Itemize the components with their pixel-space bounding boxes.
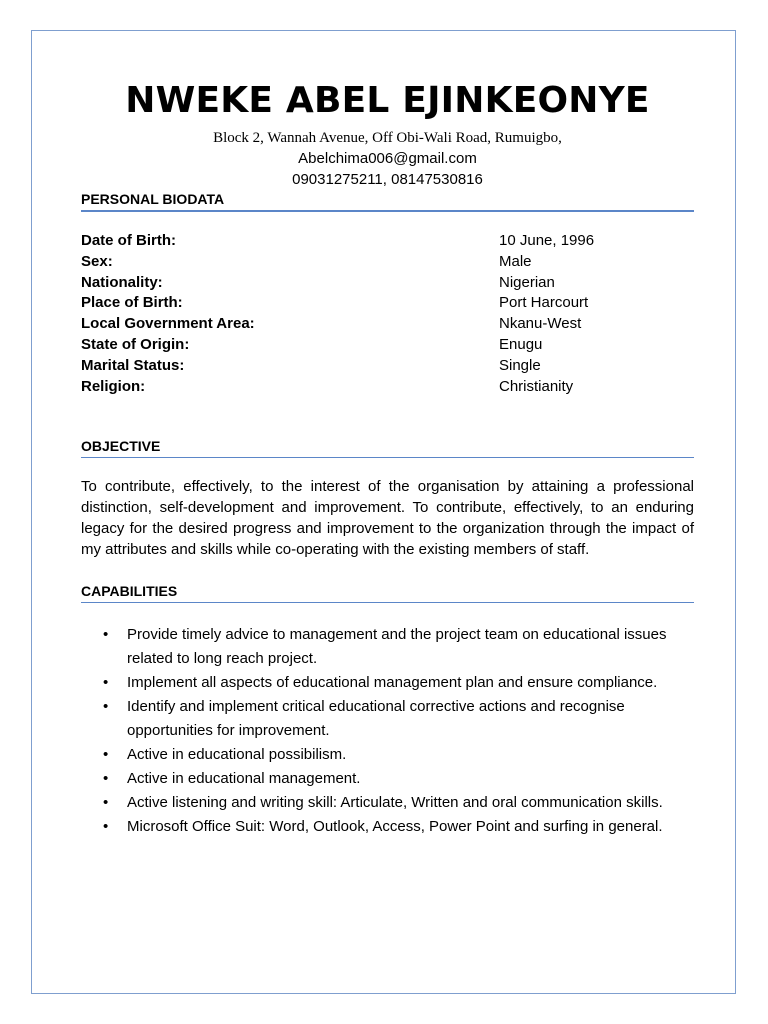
objective-heading: OBJECTIVE [81,437,694,458]
list-item-text: Provide timely advice to management and the project team on educational issues related to long reach project. [127,625,667,667]
bio-value: Nigerian [499,273,555,291]
bio-row [81,377,694,398]
biodata-heading: PERSONAL BIODATA [81,190,694,212]
bio-label: Marital Status: [81,356,185,374]
list-item-text: Microsoft Office Suit: Word, Outlook, Access, Power Point and surfing in general. [127,817,663,835]
address-line: Block 2, Wannah Avenue, Off Obi-Wali Road, Rumuigbo, [213,130,562,146]
resume-document [81,78,694,839]
bio-row [81,273,694,294]
bio-label: Sex: [81,252,113,270]
list-item [81,695,694,743]
list-item-text: Active in educational possibilism. [127,745,347,763]
bio-label: State of Origin: [81,335,190,353]
list-item-text: Implement all aspects of educational management plan and ensure compliance. [127,673,658,691]
candidate-name: NWEKE ABEL EJINKEONYE [125,80,650,121]
bio-label: Date of Birth: [81,232,176,249]
capabilities-list [81,623,694,839]
bullet-icon: • [103,697,109,715]
bullet-icon: • [103,817,109,835]
bio-row [81,314,694,335]
bio-value: Single [499,356,541,374]
bio-row [81,293,694,314]
bio-value: 10 June, 1996 [499,232,595,249]
bio-value: Port Harcourt [499,294,589,312]
bio-label: Place of Birth: [81,294,183,312]
bio-value: Nkanu-West [499,315,582,333]
bullet-icon: • [103,745,109,763]
list-item [81,623,694,671]
phone-line: 09031275211, 08147530816 [292,171,483,188]
list-item [81,767,694,791]
bio-label: Local Government Area: [81,315,255,333]
bullet-icon: • [103,769,109,787]
email-line: Abelchima006@gmail.com [298,150,477,167]
bio-value: Enugu [499,335,543,353]
bio-value: Male [499,252,532,270]
capabilities-heading: CAPABILITIES [81,582,694,603]
list-item [81,791,694,815]
bio-row [81,252,694,273]
bio-row [81,335,694,356]
list-item-text: Identify and implement critical educational corrective actions and recognise opportunities for improvement. [127,697,625,739]
objective-text: To contribute, effectively, to the interest of the organisation by attaining a professional distinction, self-development and improvement. To contribute, effectively, to an enduring legacy for the desired progress and improvement to the organization through the impact of my attributes and skills while co-operating with the existing members of staff. [81,478,694,558]
bullet-icon: • [103,793,109,811]
list-item-text: Active in educational management. [127,769,361,787]
list-item [81,671,694,695]
bullet-icon: • [103,673,109,691]
bullet-icon: • [103,625,109,643]
biodata-table [81,231,694,397]
bio-row [81,356,694,377]
bio-label: Religion: [81,377,146,395]
list-item [81,743,694,767]
list-item-text: Active listening and writing skill: Articulate, Written and oral communication skills. [127,793,663,811]
bio-row [81,231,694,252]
bio-label: Nationality: [81,273,163,291]
list-item [81,815,694,839]
bio-value: Christianity [499,377,574,395]
